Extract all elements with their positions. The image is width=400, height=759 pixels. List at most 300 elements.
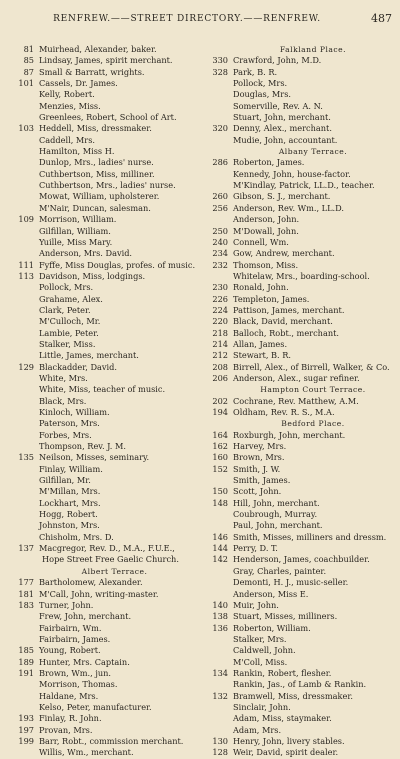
house-number: 202 — [212, 395, 228, 406]
house-number: 199 — [18, 735, 34, 746]
house-number: 130 — [212, 735, 228, 746]
house-number — [8, 679, 34, 690]
resident-text: Scott, John. — [233, 486, 282, 497]
house-number — [8, 532, 34, 543]
house-number — [8, 509, 34, 520]
house-number — [202, 180, 228, 191]
directory-entry — [202, 237, 398, 248]
directory-entry — [8, 169, 195, 180]
resident-text: Adam, Miss, staymaker. — [233, 713, 332, 724]
directory-entry — [202, 396, 398, 407]
house-number — [202, 702, 228, 713]
directory-entry — [8, 668, 195, 679]
directory-entry — [8, 282, 195, 293]
directory-entry — [202, 679, 398, 690]
directory-entry — [202, 532, 398, 543]
house-number — [8, 89, 34, 100]
page-number: 487 — [371, 12, 392, 25]
house-number: 137 — [18, 543, 34, 554]
house-number: 232 — [212, 259, 228, 270]
house-number — [8, 157, 34, 168]
directory-entry — [8, 418, 195, 429]
house-number: 286 — [212, 157, 228, 168]
directory-entry — [202, 407, 398, 418]
directory-entry — [8, 226, 195, 237]
directory-entry — [8, 600, 195, 611]
street-heading — [202, 44, 398, 55]
street-name: Albert Terrace. — [81, 566, 148, 576]
resident-text: Pattison, James, merchant. — [233, 304, 345, 315]
directory-entry — [8, 554, 195, 565]
resident-text: Kinloch, William. — [39, 407, 110, 417]
resident-text: Birrell, Alex., of Birrell, Walker, & Co. — [233, 361, 390, 372]
house-number — [202, 520, 228, 531]
resident-text: Gilfillan, William. — [39, 225, 111, 236]
resident-text: Clark, Peter. — [39, 304, 91, 315]
resident-text: Anderson, Mrs. David. — [39, 248, 133, 259]
resident-text: Morrison, William. — [39, 214, 117, 225]
house-number — [8, 294, 34, 305]
resident-text: Mudie, John, accountant. — [233, 134, 338, 145]
resident-text: Macgregor, Rev. D., M.A., F.U.E., — [39, 543, 175, 554]
directory-entry — [202, 498, 398, 509]
house-number: 162 — [212, 441, 228, 452]
house-number: 191 — [18, 667, 34, 678]
directory-entry — [8, 702, 195, 713]
resident-text: Henry, John, livery stables. — [233, 735, 345, 746]
directory-entry — [202, 736, 398, 747]
directory-entry — [8, 67, 195, 78]
resident-text: Blackadder, David. — [39, 361, 118, 372]
house-number — [8, 191, 34, 202]
house-number — [8, 203, 34, 214]
directory-entry — [202, 203, 398, 214]
directory-entry — [8, 373, 195, 384]
resident-text: Paul, John, merchant. — [233, 520, 323, 531]
house-number: 212 — [212, 350, 228, 361]
directory-entry — [202, 634, 398, 645]
house-number: 103 — [18, 123, 34, 134]
resident-text: Hope Street Free Gaelic Church. — [42, 554, 179, 565]
house-number: 146 — [212, 531, 228, 542]
directory-entry — [202, 260, 398, 271]
resident-text: Mowat, William, upholsterer. — [39, 191, 160, 202]
directory-entry — [8, 452, 195, 463]
resident-text: M'Nair, Duncan, salesman. — [39, 202, 151, 213]
directory-entry — [202, 89, 398, 100]
house-number — [8, 328, 34, 339]
directory-entry — [202, 112, 398, 123]
directory-entry — [202, 78, 398, 89]
resident-text: Anderson, Miss E. — [233, 588, 309, 599]
directory-entry — [8, 657, 195, 668]
resident-text: Frew, John, merchant. — [39, 611, 132, 622]
house-number — [8, 441, 34, 452]
resident-text: Paterson, Mrs. — [39, 418, 100, 429]
directory-entry — [202, 509, 398, 520]
house-number: 226 — [212, 293, 228, 304]
resident-text: Gray, Charles, painter. — [233, 565, 327, 576]
directory-entry — [202, 475, 398, 486]
resident-text: Connell, Wm. — [233, 236, 289, 247]
house-number — [8, 316, 34, 327]
resident-text: Weir, David, spirit dealer. — [233, 747, 339, 758]
resident-text: Stuart, John, merchant. — [233, 112, 331, 123]
house-number: 220 — [212, 316, 228, 327]
running-head: RENFREW.——STREET DIRECTORY.——RENFREW. — [53, 14, 321, 24]
directory-entry — [202, 373, 398, 384]
house-number — [8, 112, 34, 123]
house-number — [202, 657, 228, 668]
house-number: 111 — [18, 259, 34, 270]
directory-entry — [8, 305, 195, 316]
directory-entry — [8, 123, 195, 134]
directory-entry — [8, 328, 195, 339]
house-number: 132 — [212, 690, 228, 701]
directory-entry — [202, 362, 398, 373]
directory-entry — [8, 396, 195, 407]
directory-entry — [202, 691, 398, 702]
resident-text: Greenlees, Robert, School of Art. — [39, 112, 177, 123]
house-number: 328 — [212, 66, 228, 77]
resident-text: Somerville, Rev. A. N. — [233, 100, 323, 111]
house-number — [202, 577, 228, 588]
resident-text: Little, James, merchant. — [39, 350, 139, 361]
directory-entry — [8, 203, 195, 214]
house-number — [8, 305, 34, 316]
resident-text: Black, David, merchant. — [233, 316, 333, 327]
resident-text: Kelso, Peter, manufacturer. — [39, 701, 152, 712]
resident-text: Demonti, H. J., music-seller. — [233, 577, 349, 588]
house-number: 260 — [212, 191, 228, 202]
house-number — [202, 566, 228, 577]
resident-text: Menzies, Miss. — [39, 100, 101, 111]
directory-entry — [202, 180, 398, 191]
resident-text: Smith, J. W. — [233, 463, 281, 474]
house-number — [202, 679, 228, 690]
house-number — [202, 214, 228, 225]
directory-entry — [202, 157, 398, 168]
directory-entry — [8, 78, 195, 89]
house-number — [202, 169, 228, 180]
house-number: 134 — [212, 667, 228, 678]
directory-entry — [8, 623, 195, 634]
house-number: 148 — [212, 497, 228, 508]
house-number: 101 — [18, 78, 34, 89]
directory-entry — [8, 407, 195, 418]
house-number: 234 — [212, 248, 228, 259]
house-number — [202, 634, 228, 645]
house-number — [8, 430, 34, 441]
resident-text: Gilfillan, Mr. — [39, 475, 91, 486]
house-number: 177 — [18, 577, 34, 588]
street-name: Bedford Place. — [281, 419, 345, 429]
directory-entry — [202, 350, 398, 361]
house-number: 189 — [18, 656, 34, 667]
resident-text: Oldham, Rev. R. S., M.A. — [233, 407, 335, 417]
resident-text: Harvey, Mrs. — [233, 441, 287, 452]
directory-entry — [8, 44, 195, 55]
directory-entry — [8, 611, 195, 622]
resident-text: Kelly, Robert. — [39, 89, 95, 100]
resident-text: Caddell, Mrs. — [39, 134, 96, 145]
house-number: 87 — [23, 66, 34, 77]
directory-entry — [8, 112, 195, 123]
directory-entry — [202, 101, 398, 112]
house-number — [8, 566, 34, 577]
house-number — [202, 44, 228, 55]
resident-text: Adam, Mrs. — [233, 724, 282, 735]
resident-text: Neilson, Misses, seminary. — [39, 452, 150, 463]
directory-entry — [202, 67, 398, 78]
resident-text: Forbes, Mrs. — [39, 429, 92, 440]
house-number — [8, 237, 34, 248]
resident-text: Morrison, Thomas. — [39, 679, 118, 690]
directory-entry — [8, 55, 195, 66]
directory-entry — [202, 668, 398, 679]
house-number — [8, 623, 34, 634]
resident-text: Park, B. R. — [233, 66, 278, 77]
directory-entry — [8, 362, 195, 373]
street-name: Hampton Court Terrace. — [260, 385, 366, 395]
directory-entry — [8, 577, 195, 588]
house-number: 128 — [212, 747, 228, 758]
resident-text: Davidson, Miss, lodgings. — [39, 270, 146, 281]
house-number — [8, 396, 34, 407]
house-number: 150 — [212, 486, 228, 497]
resident-text: White, Mrs. — [39, 372, 88, 383]
resident-text: Thompson, Rev. J. M. — [39, 441, 126, 452]
directory-entry — [202, 214, 398, 225]
resident-text: Henderson, James, coachbuilder. — [233, 554, 370, 565]
house-number — [8, 248, 34, 259]
resident-text: Fairbairn, Wm. — [39, 622, 102, 633]
directory-entry — [8, 316, 195, 327]
right-column — [202, 44, 398, 759]
resident-text: M'Kindlay, Patrick, LL.D., teacher. — [233, 180, 375, 191]
resident-text: Anderson, John. — [233, 214, 300, 225]
directory-entry — [202, 328, 398, 339]
directory-entry — [202, 226, 398, 237]
directory-entry — [202, 520, 398, 531]
resident-text: M'Call, John, writing-master. — [39, 588, 159, 599]
resident-text: Muir, John. — [233, 599, 279, 610]
house-number — [8, 101, 34, 112]
house-number: 140 — [212, 599, 228, 610]
house-number: 109 — [18, 214, 34, 225]
house-number — [8, 554, 34, 565]
directory-entry — [8, 532, 195, 543]
directory-entry — [8, 679, 195, 690]
resident-text: Denny, Alex., merchant. — [233, 123, 332, 134]
resident-text: Brown, Mrs. — [233, 452, 285, 463]
resident-text: Roxburgh, John, merchant. — [233, 429, 346, 440]
resident-text: Cuthbertson, Mrs., ladies' nurse. — [39, 180, 176, 191]
street-name: Albany Terrace. — [278, 147, 348, 157]
house-number: 129 — [18, 361, 34, 372]
directory-entry — [202, 316, 398, 327]
directory-entry — [202, 554, 398, 565]
resident-text: M'Coll, Miss. — [233, 656, 288, 667]
directory-entry — [8, 589, 195, 600]
house-number: 206 — [212, 372, 228, 383]
house-number — [202, 101, 228, 112]
house-number — [8, 373, 34, 384]
resident-text: Smith, Misses, milliners and dressm. — [233, 531, 387, 542]
street-name: Falkland Place. — [279, 45, 347, 54]
house-number — [8, 384, 34, 395]
directory-entry — [8, 89, 195, 100]
left-column — [8, 44, 195, 759]
house-number: 136 — [212, 622, 228, 633]
house-number — [202, 384, 228, 395]
directory-entry — [8, 237, 195, 248]
house-number: 197 — [18, 724, 34, 735]
directory-entry — [8, 180, 195, 191]
resident-text: Heddell, Miss, dressmaker. — [39, 123, 152, 134]
house-number — [8, 611, 34, 622]
directory-entry — [202, 566, 398, 577]
house-number — [8, 339, 34, 350]
resident-text: Brown, Wm., jun. — [39, 667, 112, 678]
house-number: 230 — [212, 282, 228, 293]
resident-text: White, Miss, teacher of music. — [39, 384, 166, 395]
resident-text: Grahame, Alex. — [39, 293, 103, 304]
page-header — [20, 14, 392, 30]
directory-entry — [202, 55, 398, 66]
street-heading — [202, 418, 398, 429]
directory-entry — [8, 520, 195, 531]
house-number — [8, 350, 34, 361]
resident-text: M'Culloch, Mr. — [39, 316, 101, 327]
resident-text: Stewart, B. R. — [233, 350, 292, 361]
resident-text: Yuille, Miss Mary. — [39, 236, 113, 247]
resident-text: Sinclair, John. — [233, 701, 291, 712]
resident-text: Anderson, Alex., sugar refiner. — [233, 372, 360, 383]
directory-entry — [8, 294, 195, 305]
resident-text: Crawford, John, M.D. — [233, 55, 322, 66]
resident-text: Stalker, Miss. — [39, 338, 96, 349]
resident-text: Turner, John. — [39, 599, 94, 610]
house-number — [8, 475, 34, 486]
resident-text: Caldwell, John. — [233, 645, 296, 656]
resident-text: Stuart, Misses, milliners. — [233, 611, 338, 622]
house-number — [202, 135, 228, 146]
house-number: 250 — [212, 225, 228, 236]
directory-entry — [202, 702, 398, 713]
directory-entry — [8, 135, 195, 146]
resident-text: Roberton, William. — [233, 622, 311, 633]
street-heading — [202, 146, 398, 157]
directory-entry — [202, 135, 398, 146]
resident-text: Ronald, John. — [233, 282, 289, 293]
resident-text: Bartholomew, Alexander. — [39, 577, 143, 588]
directory-entry — [202, 123, 398, 134]
resident-text: Gibson, S. J., merchant. — [233, 191, 331, 202]
resident-text: Cuthbertson, Miss, milliner. — [39, 168, 155, 179]
house-number — [202, 645, 228, 656]
house-number: 218 — [212, 327, 228, 338]
resident-text: Cassels, Dr. James. — [39, 78, 118, 89]
resident-text: Roberton, James. — [233, 157, 305, 168]
resident-text: Hogg, Robert. — [39, 509, 98, 520]
resident-text: Black, Mrs. — [39, 395, 87, 406]
directory-entry — [202, 464, 398, 475]
house-number — [8, 146, 34, 157]
house-number: 224 — [212, 304, 228, 315]
resident-text: Hamilton, Miss H. — [39, 146, 115, 157]
house-number: 135 — [18, 452, 34, 463]
resident-text: Smith, James. — [233, 475, 291, 486]
directory-entry — [8, 441, 195, 452]
directory-entry — [8, 475, 195, 486]
resident-text: Whitelaw, Mrs., boarding-school. — [233, 270, 370, 281]
house-number — [202, 509, 228, 520]
house-number — [8, 169, 34, 180]
resident-text: Cochrane, Rev. Matthew, A.M. — [233, 395, 359, 406]
house-number: 164 — [212, 429, 228, 440]
directory-entry — [8, 271, 195, 282]
directory-entry — [8, 384, 195, 395]
resident-text: Fyffe, Miss Douglas, profes. of music. — [39, 259, 195, 270]
house-number — [8, 691, 34, 702]
resident-text: Douglas, Mrs. — [233, 89, 292, 100]
resident-text: Muirhead, Alexander, baker. — [39, 44, 157, 54]
house-number — [8, 486, 34, 497]
resident-text: Johnston, Mrs. — [39, 520, 100, 531]
house-number — [8, 702, 34, 713]
house-number — [202, 146, 228, 157]
resident-text: Lockhart, Mrs. — [39, 497, 101, 508]
directory-entry — [202, 305, 398, 316]
directory-entry — [8, 260, 195, 271]
resident-text: Anderson, Rev. Wm., LL.D. — [233, 202, 345, 213]
directory-entry — [8, 214, 195, 225]
resident-text: Pollock, Mrs. — [39, 282, 94, 293]
directory-entry — [202, 577, 398, 588]
street-heading — [202, 384, 398, 395]
resident-text: Rankin, Jas., of Lamb & Rankin. — [233, 679, 367, 690]
house-number: 160 — [212, 452, 228, 463]
directory-entry — [202, 747, 398, 758]
resident-text: Bramwell, Miss, dressmaker. — [233, 690, 353, 701]
directory-entry — [8, 509, 195, 520]
resident-text: Fairbairn, James. — [39, 633, 111, 644]
resident-text: Barr, Robt., commission merchant. — [39, 735, 184, 746]
resident-text: Hill, John, merchant. — [233, 497, 320, 508]
directory-entry — [202, 339, 398, 350]
directory-entry — [202, 169, 398, 180]
resident-text: Balloch, Robt., merchant. — [233, 327, 339, 338]
directory-entry — [202, 441, 398, 452]
resident-text: Dunlop, Mrs., ladies' nurse. — [39, 157, 154, 168]
house-number — [202, 271, 228, 282]
resident-text: Perry, D. T. — [233, 543, 278, 554]
house-number — [8, 418, 34, 429]
house-number — [202, 713, 228, 724]
directory-entry — [202, 713, 398, 724]
directory-entry — [8, 248, 195, 259]
house-number — [8, 634, 34, 645]
directory-entry — [8, 691, 195, 702]
resident-text: Young, Robert. — [39, 645, 101, 656]
house-number: 193 — [18, 713, 34, 724]
directory-entry — [8, 747, 195, 758]
resident-text: Lindsay, James, spirit merchant. — [39, 55, 173, 66]
directory-entry — [8, 430, 195, 441]
resident-text: Allan, James. — [233, 338, 288, 349]
house-number: 113 — [18, 270, 34, 281]
